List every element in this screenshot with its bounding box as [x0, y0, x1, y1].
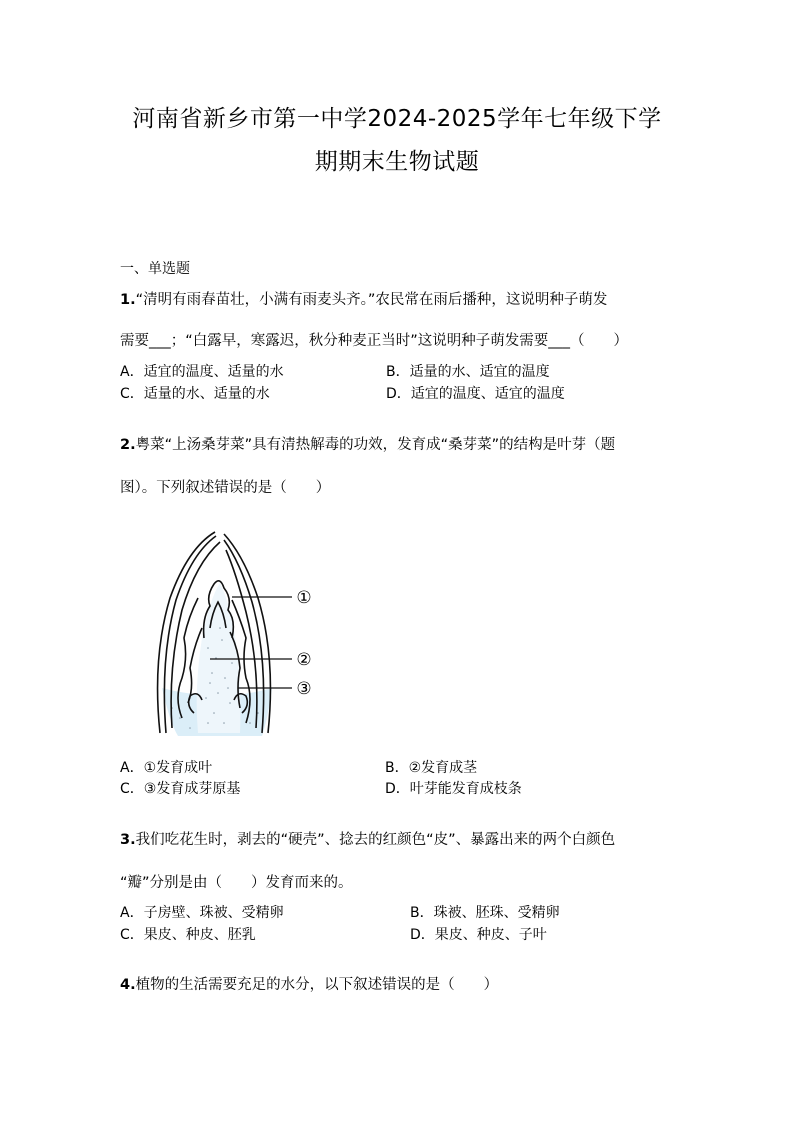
option-a: A．①发育成叶 — [120, 760, 213, 776]
question-text: 粤菜“上汤桑芽菜”具有清热解毒的功效，发育成“桑芽菜”的结构是叶芽（题 — [135, 437, 616, 453]
option-a: A．子房壁、珠被、受精卵 — [120, 905, 284, 921]
question-2-line1 — [120, 434, 615, 456]
page-title-line2: 期期末生物试题 — [314, 149, 480, 175]
page-title-line1: 河南省新乡市第一中学2024-2025学年七年级下学 — [132, 106, 662, 132]
question-1-line1 — [120, 289, 607, 311]
label-1: ① — [296, 588, 312, 608]
option-b: B．②发育成茎 — [385, 760, 478, 776]
question-3-line1 — [120, 829, 615, 851]
option-d: D．适宜的温度、适宜的温度 — [386, 386, 565, 402]
option-b: B．珠被、胚珠、受精卵 — [410, 905, 560, 921]
question-number: 1. — [120, 292, 136, 308]
option-a: A．适宜的温度、适量的水 — [120, 364, 284, 380]
section-heading: 一、单选题 — [120, 261, 190, 277]
option-b: B．适量的水、适宜的温度 — [386, 364, 550, 380]
question-1-line2: 需要___；“白露早，寒露迟，秋分种麦正当时”这说明种子萌发需要___（ ） — [120, 333, 629, 349]
question-text: 植物的生活需要充足的水分，以下叙述错误的是（ ） — [135, 977, 499, 993]
option-c: C．果皮、种皮、胚乳 — [120, 927, 256, 943]
question-3-line2: “瓣”分别是由（ ）发育而来的。 — [120, 875, 353, 891]
option-d: D．果皮、种皮、子叶 — [410, 927, 547, 943]
label-3: ③ — [296, 679, 312, 699]
option-c: C．适量的水、适量的水 — [120, 386, 270, 402]
option-d: D．叶芽能发育成枝条 — [385, 781, 522, 797]
option-c: C．③发育成芽原基 — [120, 781, 241, 797]
label-2: ② — [296, 650, 312, 670]
question-text: “清明有雨春苗壮，小满有雨麦头齐。”农民常在雨后播种，这说明种子萌发 — [135, 292, 608, 308]
leaf-bud-diagram — [150, 528, 330, 740]
question-4-line1 — [120, 974, 498, 996]
question-2-line2: 图）。下列叙述错误的是（ ） — [120, 480, 331, 496]
question-number: 3. — [120, 832, 136, 848]
question-text: 我们吃花生时，剥去的“硬壳”、捻去的红颜色“皮”、暴露出来的两个白颜色 — [135, 832, 616, 848]
question-number: 2. — [120, 437, 136, 453]
question-number: 4. — [120, 977, 136, 993]
